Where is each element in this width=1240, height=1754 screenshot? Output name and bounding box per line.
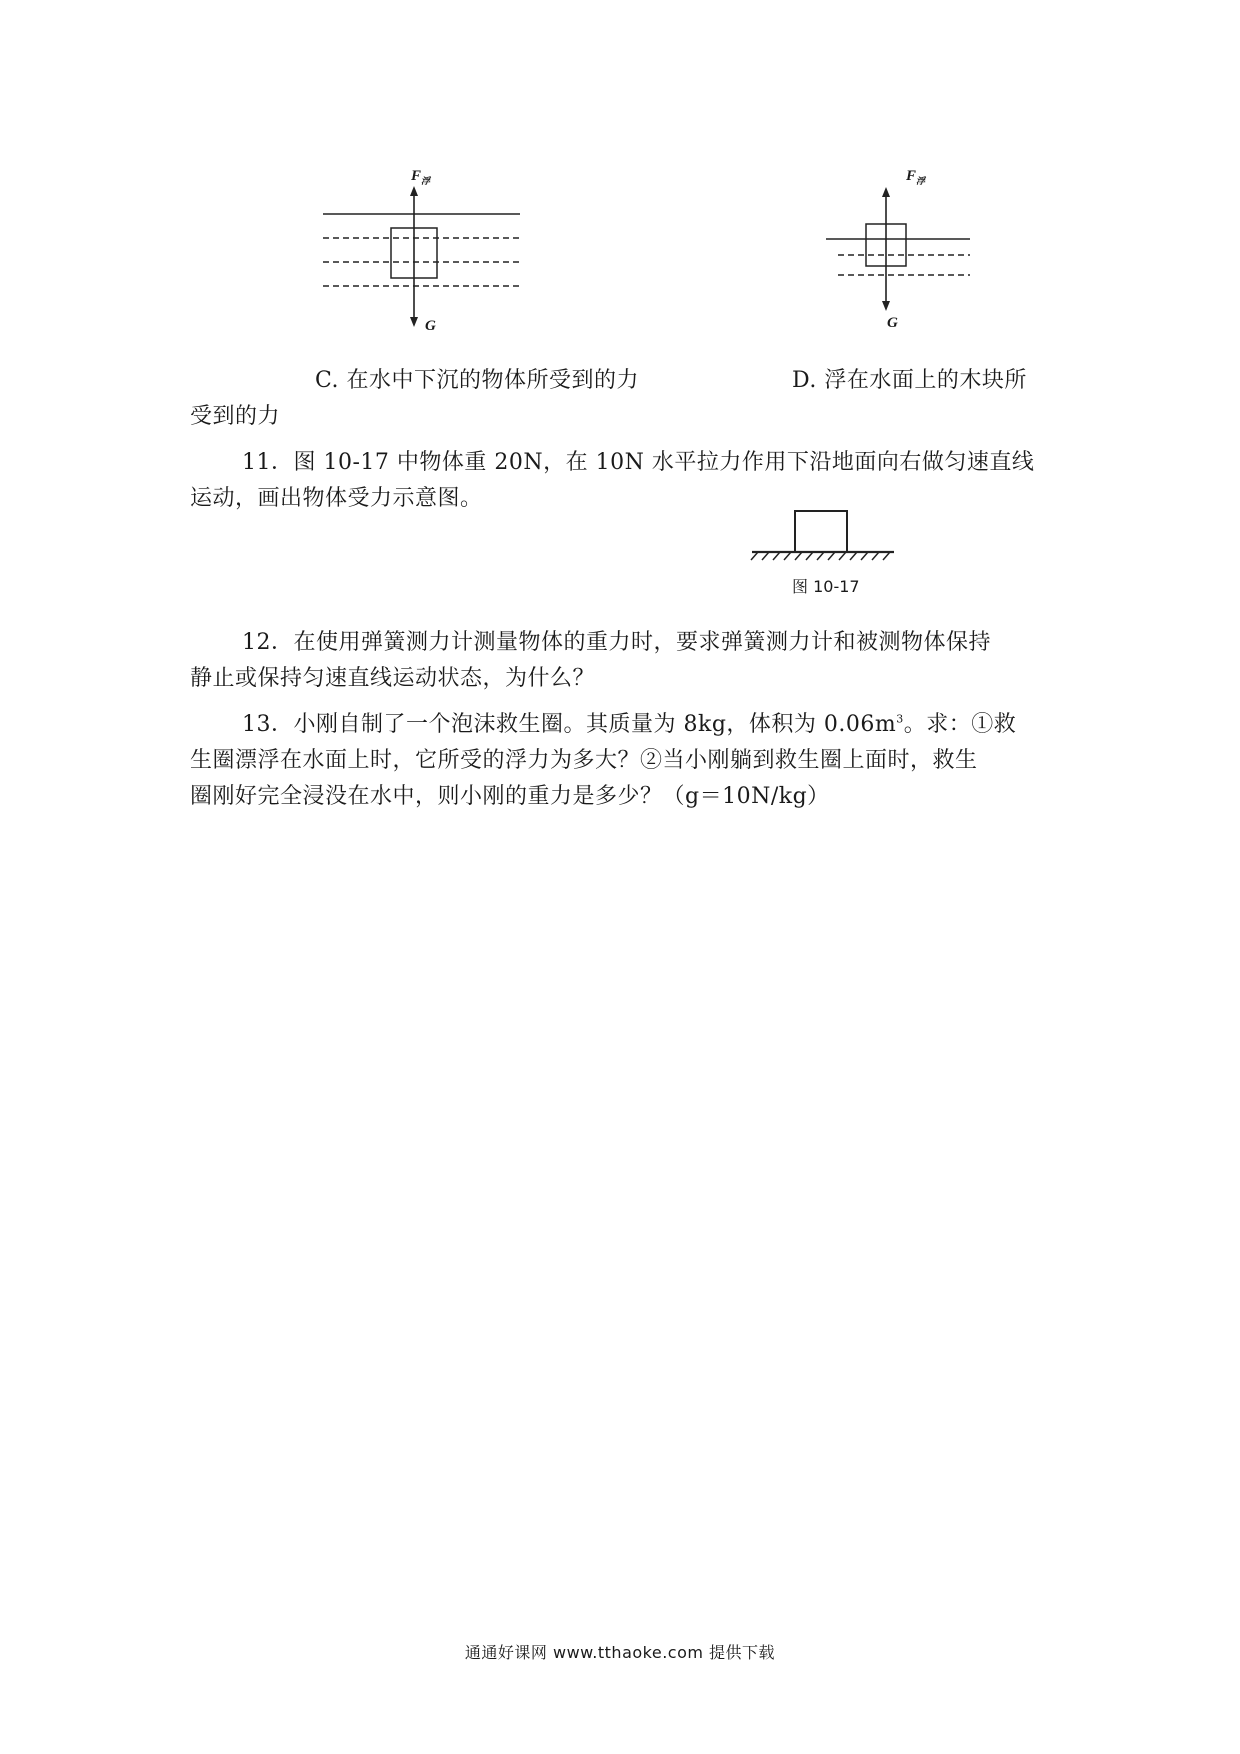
question-13-line-1: 13．小刚自制了一个泡沫救生圈。其质量为 8kg，体积为 $0.06m^3$。求：①救 — [242, 712, 1017, 737]
figure-c-buoyant-force-label: $F_浮$ — [411, 168, 431, 186]
gravity-force-arrowhead — [410, 317, 418, 327]
figure-d-caption-continued: 受到的力 — [190, 404, 281, 429]
page-footer: 通通好课网 www.tthaoke.com 提供下载 — [464, 1643, 776, 1662]
question-11-line-1: 11．图 10-17 中物体重 20N，在 10N 水平拉力作用下沿地面向右做匀速直线 — [242, 450, 1035, 475]
ground-hatching — [751, 552, 890, 560]
figure-d-buoyant-force-label: $F_浮$ — [906, 168, 926, 186]
figure-10-17-caption: 图 10-17 — [792, 577, 860, 596]
figure-c-sinking-object-diagram — [315, 160, 525, 340]
figure-d-gravity-label: G — [887, 315, 898, 331]
buoyant-force-arrowhead — [882, 187, 890, 197]
question-12-line-1: 12．在使用弹簧测力计测量物体的重力时，要求弹簧测力计和被测物体保持 — [242, 630, 991, 655]
question-13-line-3: 圈刚好完全浸没在水中，则小刚的重力是多少？（g＝10N/kg） — [190, 784, 830, 809]
gravity-force-arrowhead — [882, 301, 890, 311]
question-13-line-2: 生圈漂浮在水面上时，它所受的浮力为多大？②当小刚躺到救生圈上面时，救生 — [190, 748, 978, 773]
figure-10-17-block-on-ground-diagram — [748, 505, 898, 567]
block-box — [795, 511, 847, 552]
figure-d-caption: D. 浮在水面上的木块所 — [792, 368, 1027, 393]
question-11-line-2: 运动，画出物体受力示意图。 — [190, 486, 483, 511]
figure-c-caption: C. 在水中下沉的物体所受到的力 — [315, 368, 640, 393]
question-12-line-2: 静止或保持匀速直线运动状态，为什么？ — [190, 666, 596, 691]
figure-c-gravity-label: G — [425, 318, 436, 334]
figure-d-floating-block-diagram — [820, 160, 980, 340]
buoyant-force-arrowhead — [410, 186, 418, 196]
